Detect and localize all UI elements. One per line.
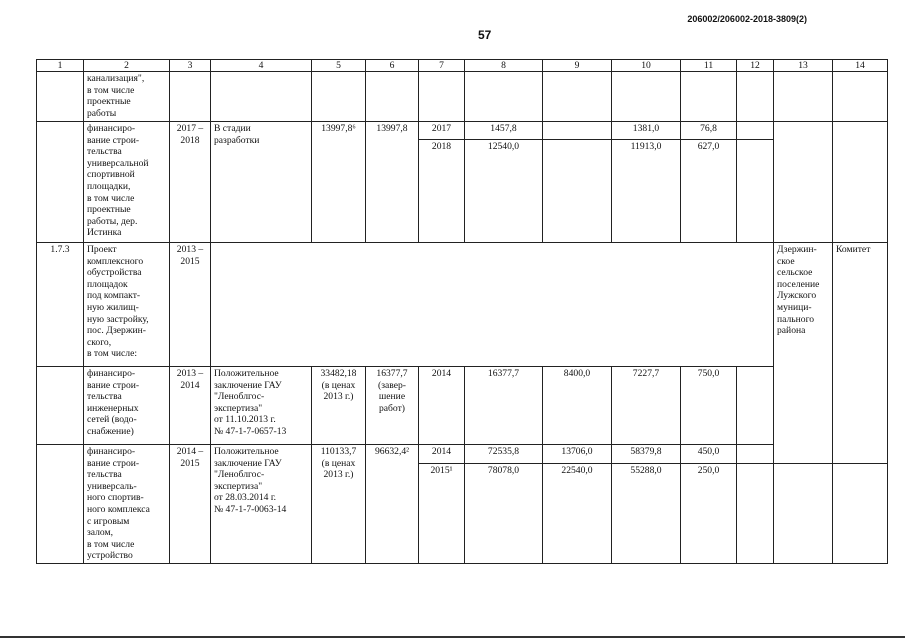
table-cell: Дзержин- ское сельское поселение Лужского муници- пального района: [774, 243, 833, 464]
column-header: 5: [312, 60, 366, 72]
table-cell: [37, 122, 84, 243]
table-cell: 2017 – 2018: [170, 122, 211, 243]
table-cell: 110133,7 (в ценах 2013 г.): [312, 445, 366, 564]
table-cell: канализация", в том числе проектные работы: [84, 72, 170, 122]
page-number: 57: [478, 28, 492, 42]
table-cell: 627,0: [681, 140, 737, 243]
table-cell: [211, 243, 774, 367]
table-cell: В стадии разработки: [211, 122, 312, 243]
column-header: 14: [833, 60, 888, 72]
table-cell: [543, 122, 612, 140]
table-cell: 1381,0: [612, 122, 681, 140]
table-cell: 55288,0: [612, 464, 681, 564]
table-cell: 2014 – 2015: [170, 445, 211, 564]
table-cell: 7227,7: [612, 367, 681, 445]
table-row: [37, 367, 888, 445]
table-cell: 2013 – 2014: [170, 367, 211, 445]
table-cell: 2018: [419, 140, 465, 243]
table-cell: [681, 72, 737, 122]
column-header: 4: [211, 60, 312, 72]
table-cell: [774, 464, 833, 564]
table-cell: Комитет: [833, 243, 888, 464]
table-cell: Положительное заключение ГАУ "Леноблгос- экспертиза" от 28.03.2014 г. № 47-1-7-0063-14: [211, 445, 312, 564]
table-cell: [465, 72, 543, 122]
table-cell: [833, 122, 888, 243]
table-cell: 1457,8: [465, 122, 543, 140]
table-cell: [833, 72, 888, 122]
table-row: [37, 72, 888, 122]
table-cell: 250,0: [681, 464, 737, 564]
table-cell: [737, 140, 774, 243]
table-cell: [833, 464, 888, 564]
column-header: 8: [465, 60, 543, 72]
column-header: 1: [37, 60, 84, 72]
column-number-row: [37, 60, 888, 72]
table-cell: 8400,0: [543, 367, 612, 445]
table-cell: Проект комплексного обустройства площадок под компакт- ную жилищ- ную застройку, пос. Дзержин- ского, в том числе:: [84, 243, 170, 367]
table-cell: 1.7.3: [37, 243, 84, 367]
table-cell: финансиро- вание строи- тельства инженерных сетей (водо- снабжение): [84, 367, 170, 445]
table-cell: 16377,7 (завер- шение работ): [366, 367, 419, 445]
table-cell: 22540,0: [543, 464, 612, 564]
table-cell: 78078,0: [465, 464, 543, 564]
table-cell: [312, 72, 366, 122]
page-edge-line: [0, 636, 905, 638]
table-cell: 2013 – 2015: [170, 243, 211, 367]
table-cell: [737, 367, 774, 445]
table-cell: [419, 72, 465, 122]
column-header: 12: [737, 60, 774, 72]
table-cell: 96632,4²: [366, 445, 419, 564]
table-cell: 13997,8⁶: [312, 122, 366, 243]
column-header: 10: [612, 60, 681, 72]
table-cell: [543, 140, 612, 243]
table-cell: 450,0: [681, 445, 737, 464]
column-header: 11: [681, 60, 737, 72]
table-cell: [211, 72, 312, 122]
table-cell: 33482,18 (в ценах 2013 г.): [312, 367, 366, 445]
table-cell: финансиро- вание строи- тельства универсаль- ного спортив- ного комплекса с игровым залом, в том числе устройство: [84, 445, 170, 564]
column-header: 3: [170, 60, 211, 72]
table-cell: [737, 464, 774, 564]
table-row: [37, 445, 888, 464]
table-cell: [543, 72, 612, 122]
table-cell: [37, 72, 84, 122]
table-row: [37, 122, 888, 140]
document-id: 206002/206002-2018-3809(2): [687, 14, 807, 24]
table-cell: [774, 72, 833, 122]
table-cell: [37, 367, 84, 445]
table-cell: 13706,0: [543, 445, 612, 464]
table-cell: 2017: [419, 122, 465, 140]
table-cell: [37, 445, 84, 564]
table-cell: [612, 72, 681, 122]
table-cell: 11913,0: [612, 140, 681, 243]
table-cell: 2014: [419, 367, 465, 445]
table-cell: [170, 72, 211, 122]
column-header: 2: [84, 60, 170, 72]
column-header: 6: [366, 60, 419, 72]
table-cell: 76,8: [681, 122, 737, 140]
table-cell: финансиро- вание строи- тельства универсальной спортивной площадки, в том числе проектные работы, дер. Истинка: [84, 122, 170, 243]
table-cell: 2015¹: [419, 464, 465, 564]
table-cell: 750,0: [681, 367, 737, 445]
table-cell: [737, 445, 774, 464]
table-cell: [737, 122, 774, 140]
table-cell: Положительное заключение ГАУ "Леноблгос- экспертиза" от 11.10.2013 г. № 47-1-7-0657-13: [211, 367, 312, 445]
column-header: 13: [774, 60, 833, 72]
table-cell: 16377,7: [465, 367, 543, 445]
budget-table: [36, 59, 888, 564]
column-header: 9: [543, 60, 612, 72]
table-cell: 12540,0: [465, 140, 543, 243]
table-cell: 2014: [419, 445, 465, 464]
table-cell: 58379,8: [612, 445, 681, 464]
table-cell: [774, 122, 833, 243]
table-cell: [737, 72, 774, 122]
table-cell: 13997,8: [366, 122, 419, 243]
table-row: [37, 243, 888, 367]
column-header: 7: [419, 60, 465, 72]
table-cell: [366, 72, 419, 122]
table-cell: 72535,8: [465, 445, 543, 464]
